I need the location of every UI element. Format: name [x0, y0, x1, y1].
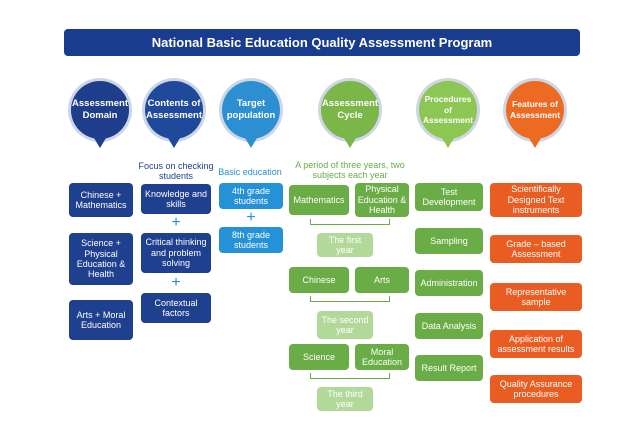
plus-icon: + — [171, 214, 181, 231]
domain-item-arts-moral: Arts + Moral Education — [69, 300, 133, 340]
domain-item-chinese-math: Chinese + Mathematics — [69, 183, 133, 217]
procedure-data-analysis: Data Analysis — [415, 313, 483, 339]
assessment-cycle-heading: Assessment Cycle — [321, 81, 379, 139]
procedure-result-report: Result Report — [415, 355, 483, 381]
cycle-note: A period of three years, two subjects each year — [295, 160, 405, 181]
feature-designed-instruments: Scientifically Designed Text instruments — [490, 183, 582, 217]
cycle-year2-subject-arts: Arts — [355, 267, 409, 293]
page-title: National Basic Education Quality Assessment Program — [64, 29, 580, 56]
cycle-year3-subject-science: Science — [289, 344, 349, 370]
features-heading: Features of Assessment — [506, 81, 564, 139]
population-item-4th-grade: 4th grade students — [219, 183, 283, 209]
feature-representative-sample: Representative sample — [490, 283, 582, 311]
contents-heading: Contents of Assessment — [145, 81, 203, 139]
assessment-domain-heading: Assessment Domain — [71, 81, 129, 139]
contents-note: Focus on checking students — [138, 161, 214, 182]
procedure-test-development: Test Development — [415, 183, 483, 211]
cycle-year1-subject-math: Mathematics — [289, 185, 349, 215]
bracket-connector — [310, 296, 390, 302]
procedures-heading: Procedures of Assessment — [419, 81, 477, 139]
plus-icon: + — [246, 209, 256, 226]
feature-grade-based: Grade – based Assessment — [490, 235, 582, 263]
target-population-heading: Target population — [222, 81, 280, 139]
contents-item-knowledge: Knowledge and skills — [141, 184, 211, 214]
population-item-8th-grade: 8th grade students — [219, 227, 283, 253]
cycle-year1-subject-pe: Physical Education & Health — [355, 183, 409, 217]
contents-item-critical-thinking: Critical thinking and problem solving — [141, 233, 211, 273]
domain-item-science-pe: Science + Physical Education & Health — [69, 233, 133, 285]
bracket-connector — [310, 373, 390, 379]
contents-item-contextual: Contextual factors — [141, 293, 211, 323]
bracket-connector — [310, 219, 390, 225]
cycle-year1-label: The first year — [317, 233, 373, 257]
plus-icon: + — [171, 274, 181, 291]
cycle-year3-label: The third year — [317, 387, 373, 411]
feature-quality-assurance: Quality Assurance procedures — [490, 375, 582, 403]
cycle-year2-subject-chinese: Chinese — [289, 267, 349, 293]
feature-application-results: Application of assessment results — [490, 330, 582, 358]
procedure-sampling: Sampling — [415, 228, 483, 254]
procedure-administration: Administration — [415, 270, 483, 296]
cycle-year2-label: The second year — [317, 311, 373, 339]
cycle-year3-subject-moral: Moral Education — [355, 344, 409, 370]
population-note: Basic education — [218, 167, 282, 177]
